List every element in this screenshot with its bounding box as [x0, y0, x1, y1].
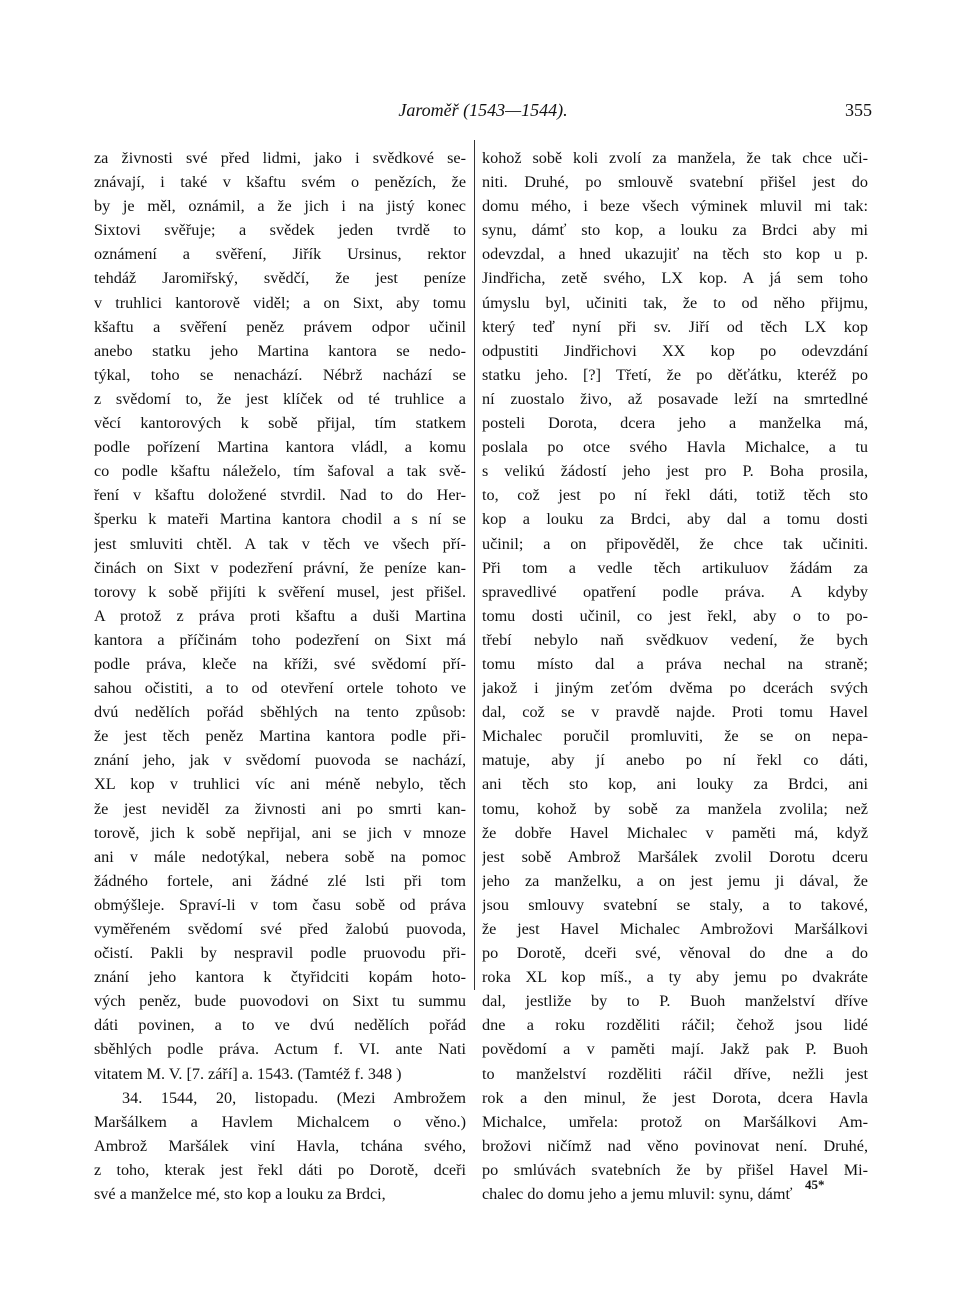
text-line: by je měl, oznámil, a že jich i na jistý konec	[94, 197, 466, 216]
text-line: Maršálkem a Havlem Michalcem o věno.)	[94, 1112, 466, 1131]
text-line: tomu dosti učinil, co jest řekl, aby o to po-	[482, 606, 868, 625]
text-line: podle práva, kleče na kříži, své svědomí pří-	[94, 654, 466, 673]
text-line: odpustiti Jindřichovi XX kop po odevzdání	[482, 341, 868, 360]
text-line: vitatem M. V. [7. září] a. 1543. (Tamtéž f. 348 )	[94, 1064, 402, 1083]
text-line: povědomí a v paměti mají. Jakž pak P. Buoh	[482, 1040, 868, 1059]
text-line: Ambrož Maršálek viní Havla, tchána svého,	[94, 1136, 466, 1155]
column-divider	[474, 140, 475, 990]
text-line: rok a den minul, že jest Dorota, dcera Havla	[482, 1088, 868, 1107]
text-line: synu, dámť sto kop, a louku za Brdci aby mi	[482, 221, 868, 240]
text-line: ani v mále nedotýkal, nebera sobě na pomoc	[94, 847, 466, 866]
text-line: to manželství rozděliti ráčil dříve, nežli jest	[482, 1064, 868, 1083]
left-text-column	[94, 146, 466, 1206]
running-title: Jaroměř (1543—1544).	[398, 100, 568, 120]
text-line: kantora a příčinám toho podezření on Sixt má	[94, 630, 466, 649]
text-line: matuje, aby jí anebo po ní řekl co dáti,	[482, 751, 868, 770]
text-line: ní zuostalo živo, až posavade leží na smrtedlné	[482, 389, 868, 408]
text-line: s velikú žádostí jeho jest pro P. Boha prosila,	[482, 462, 868, 481]
text-line: brožovi ničímž nad věno povinovat není. Druhé,	[482, 1136, 868, 1155]
text-line: své a manželce mé, sto kop a louku za Brdci,	[94, 1185, 386, 1204]
text-line: sahou očistiti, a to od otevření ortele tohoto ve	[94, 679, 466, 698]
text-line: žádného fortele, ani žádné zlé lsti při tom	[94, 871, 466, 890]
text-line: tomu místo dal a práva nechal na straně;	[482, 654, 868, 673]
text-line: z toho, kterak jest řekl dáti po Dorotě, dceři	[94, 1160, 466, 1179]
text-line: Jindřicha, zetě svého, LX kop. A já sem toho	[482, 269, 868, 288]
text-line: po Dorotě, dceři své, věnoval do dne a do	[482, 944, 868, 963]
text-line: že jest těch peněz Martina kantora podle při-	[94, 727, 466, 746]
text-line: kšaftu a svěření peněz právem odpor učinil	[94, 317, 466, 336]
text-line: třebí nebylo naň svědkuov vedení, že bych	[482, 630, 868, 649]
text-line: oznámení a svěření, Jiřík Ursinus, rektor	[94, 245, 466, 264]
text-line: očistí. Pakli by nespravil podle pruovodu při-	[94, 944, 466, 963]
text-line: jest sobě Ambrož Maršálek zvolil Dorotu dceru	[482, 847, 868, 866]
text-line: tehdáž Jaromiřský, svědčí, že jest peníze	[94, 269, 466, 288]
text-line: niti. Druhé, po smlouvě svatební přišel jest do	[482, 173, 868, 192]
text-line: anebo statku jeho Martina kantora se nedo-	[94, 341, 466, 360]
text-line: dne a roku rozděliti ráčil; čehož jsou lidé	[482, 1016, 868, 1035]
text-line: roka XL kop míš., a ty aby jemu po dvakráte	[482, 968, 868, 987]
text-line: to, což jest po ní řekl dáti, totiž těch sto	[482, 486, 868, 505]
text-line: ani těch sto kop, ani louky za Brdci, ani	[482, 775, 868, 794]
text-line: znání jeho kantora k čtyřidciti kopám hoto-	[94, 968, 466, 987]
text-line: znávají, i také v kšaftu svém o penězích, že	[94, 173, 466, 192]
text-line: znání jeho, jak v svědomí puovoda se nachází,	[94, 751, 466, 770]
text-line: vyměřeném svědomí své před žalobú puovoda,	[94, 920, 466, 938]
text-line: torovy k sobě přijíti k svěření musel, jest přišel.	[94, 582, 466, 601]
text-line: spravedlivé opatření podle práva. A kdyby	[482, 582, 868, 601]
text-line: kop a louku za Brdci, aby dal a tomu dosti	[482, 510, 868, 529]
text-line: kohož sobě koli zvolí za manžela, že tak chce uči-	[482, 149, 868, 167]
text-line: podle pořízení Martina kantora vládl, a komu	[94, 438, 466, 457]
text-line: tomu, kohož by sobě za manžela zvolila; než	[482, 799, 868, 818]
text-line: XL kop v truhlici víc ani méně nebylo, těch	[94, 775, 466, 794]
text-line: za živnosti své před lidmi, jako i svědkové se-	[94, 149, 466, 167]
text-line: Při tom a vedle těch artikuluov žádám za	[482, 558, 868, 577]
text-line: ření v kšaftu doložené stvrdil. Nad to do Her-	[94, 486, 466, 505]
text-line: jest smluviti chtěl. A tak v těch ve všech pří-	[94, 534, 466, 553]
text-line: jeho za manželku, a on jest jemu ji dával, že	[482, 871, 868, 890]
text-line: že jest neviděl za živnosti ani po smrti kan-	[94, 799, 466, 818]
text-line: že jest Havel Michalec Ambrožovi Maršálkovi	[482, 920, 868, 938]
text-line: poslala po otce svého Havla Michalce, a tu	[482, 438, 868, 457]
text-line: sběhlých podle práva. Actum f. VI. ante Nati	[94, 1040, 466, 1059]
text-line: statku jeho. [?] Třetí, že po děťátku, kteréž po	[482, 365, 868, 384]
text-line: věcí kantorových k sobě přijal, tím statkem	[94, 414, 466, 433]
text-line: Sixtovi svěřuje; a svědek jeden tvrdě to	[94, 221, 466, 240]
text-line: posteli Dorota, dcera jeho a manželka má,	[482, 414, 868, 433]
text-line: činách on Sixt v podezření právní, že peníze kan-	[94, 558, 466, 577]
text-line: úmyslu byl, učiniti tak, že to od něho přijmu,	[482, 293, 868, 312]
text-line: učinil; a on připověděl, že chce tak učiniti.	[482, 534, 868, 553]
text-line: Michalec poručil promluviti, že se on nepa-	[482, 727, 868, 746]
text-line: chalec do domu jeho a jemu mluvil: synu, dámť	[482, 1185, 793, 1204]
text-line: jsou smlouvy svatební se staly, a to takové,	[482, 895, 868, 914]
text-line: A protož z práva proti kšaftu a duši Martina	[94, 606, 466, 625]
text-line: torově, jich k sobě nepřijal, ani se jich v mnoze	[94, 823, 466, 842]
text-line: vých peněz, bude puovodovi on Sixt tu summu	[94, 992, 466, 1011]
text-line: který teď nyní při sv. Jiří od těch LX kop	[482, 317, 868, 336]
text-line: Michalce, umřela: protož on Maršálkovi Am-	[482, 1112, 868, 1131]
text-line: dal, jestliže by to P. Buoh manželství dříve	[482, 992, 868, 1011]
text-line: odevzdal, a hned ukazujiť na těch sto kop u p.	[482, 245, 868, 264]
text-line: týkal, toho se nenachází. Nébrž nachází se	[94, 365, 466, 384]
text-line: obmýšleje. Spraví-li v tom času sobě od práva	[94, 895, 466, 914]
text-line: co podle kšaftu náleželo, tím šafoval a tak svě-	[94, 462, 466, 481]
text-line: dáti povinen, a to ve dvú nedělích pořád	[94, 1016, 466, 1035]
right-text-column	[482, 146, 868, 1206]
text-line: dal, což se v pravdě najde. Proti tomu Havel	[482, 703, 868, 722]
text-line: jakož i jiným zeťóm dvěma po dcerách svých	[482, 679, 868, 698]
text-line: po smlúvách svatebních že by přišel Havel Mi-	[482, 1160, 868, 1179]
text-line: 34. 1544, 20, listopadu. (Mezi Ambrožem	[122, 1088, 466, 1107]
text-line: domu mého, i beze všech výminek mluvil mi tak:	[482, 197, 868, 216]
text-line: z svědomí to, že jest klíček od té truhlice a	[94, 389, 466, 408]
text-line: dvú nedělích pořád sběhlých na tento způsob:	[94, 703, 466, 722]
text-line: v truhlici kantorově viděl; a on Sixt, aby tomu	[94, 293, 466, 312]
text-line: šperku k mateři Martina kantora chodil a s ní se	[94, 510, 466, 529]
page-header	[94, 100, 872, 130]
text-line: že dobře Havel Michalec v paměti má, když	[482, 823, 868, 842]
signature-mark: 45*	[805, 1177, 825, 1192]
page-number: 355	[845, 100, 872, 120]
